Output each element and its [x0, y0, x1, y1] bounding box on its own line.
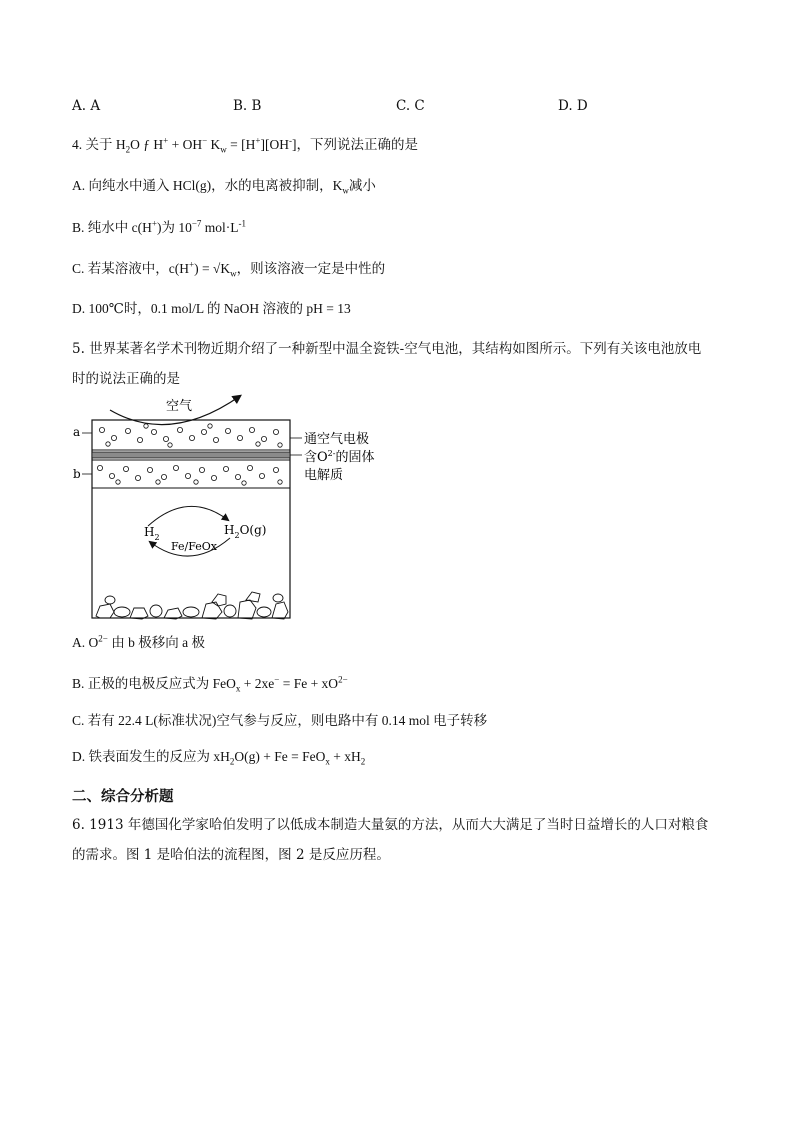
catalyst-label: Fe/FeOx	[171, 540, 218, 553]
q4-option-c: C. 若某溶液中，$c(H^+) = √K_w$，则该溶液一定是中性的	[72, 259, 386, 279]
q4-option-b: B. 纯水中 c(H+)为 $10^{-7}$ $mol\cdot L^{-1}$	[72, 218, 247, 235]
q5-stem-line2: 时的说法正确的是	[72, 371, 180, 387]
section-heading: 二、综合分析题	[72, 789, 174, 805]
iron-particles	[96, 592, 288, 619]
q6-line1: 6. 1913 年德国化学家哈伯发明了以低成本制造大量氨的方法，从而大大满足了当时日益增长的人口对粮食	[72, 817, 709, 833]
q5-stem-line1: 5. 世界某著名学术刊物近期介绍了一种新型中温全瓷铁-空气电池，其结构如图所示。下列有关该电池放电	[72, 341, 702, 357]
h2-label: $H_2$	[144, 525, 160, 542]
air-electrode-label: 通空气电极	[304, 432, 370, 447]
battery-diagram	[70, 390, 400, 622]
option-a: A. A	[72, 98, 101, 114]
option-d: D. D	[558, 98, 588, 114]
electrolyte-label: 含$O^{2-}$的固体	[304, 449, 375, 465]
q5-option-c: C. 若有 22.4 L(标准状况)空气参与反应，则电路中有 0.14 mol 电子转移	[72, 713, 488, 728]
air-electrode-pores	[99, 424, 282, 447]
solid-electrolyte-layer	[92, 452, 290, 458]
air-electrode-layer	[92, 420, 290, 450]
electrode-a-label: a	[73, 425, 81, 439]
q4-stem: 4. 关于 $H_2O$ ƒ H+ + OH− $K_w = [H^+][OH^-]$，下列说法正确的是	[72, 135, 418, 155]
option-b: B. B	[233, 98, 262, 114]
q5-option-d: D. 铁表面发生的反应为 $xH_2O(g) + Fe = FeO_x + xH_2$	[72, 749, 366, 767]
electrolyte-label-line2: 电解质	[304, 468, 344, 483]
h2o-label: $H_2O(g)$	[224, 523, 267, 540]
q4-option-d: D. 100℃时，0.1 mol/L 的 NaOH 溶液的 pH = 13	[72, 301, 351, 316]
q5-option-a: A. $O^{2-}$ 由 b 极移向 a 极	[72, 633, 205, 650]
q6-line2: 的需求。图 1 是哈伯法的流程图，图 2 是反应历程。	[72, 847, 390, 863]
cycle-arrow-top	[148, 506, 228, 526]
q4-option-a: A. 向纯水中通入 HCl(g)，水的电离被抑制，$K_w$减小	[72, 178, 376, 196]
electrode-b-label: b	[73, 467, 81, 481]
iron-electrode-pores	[97, 465, 282, 485]
option-c: C. C	[396, 98, 425, 114]
air-label: 空气	[166, 399, 193, 414]
q5-option-b: B. 正极的电极反应式为 $FeO_x + 2xe^- = Fe + xO^{2-}$	[72, 674, 348, 694]
